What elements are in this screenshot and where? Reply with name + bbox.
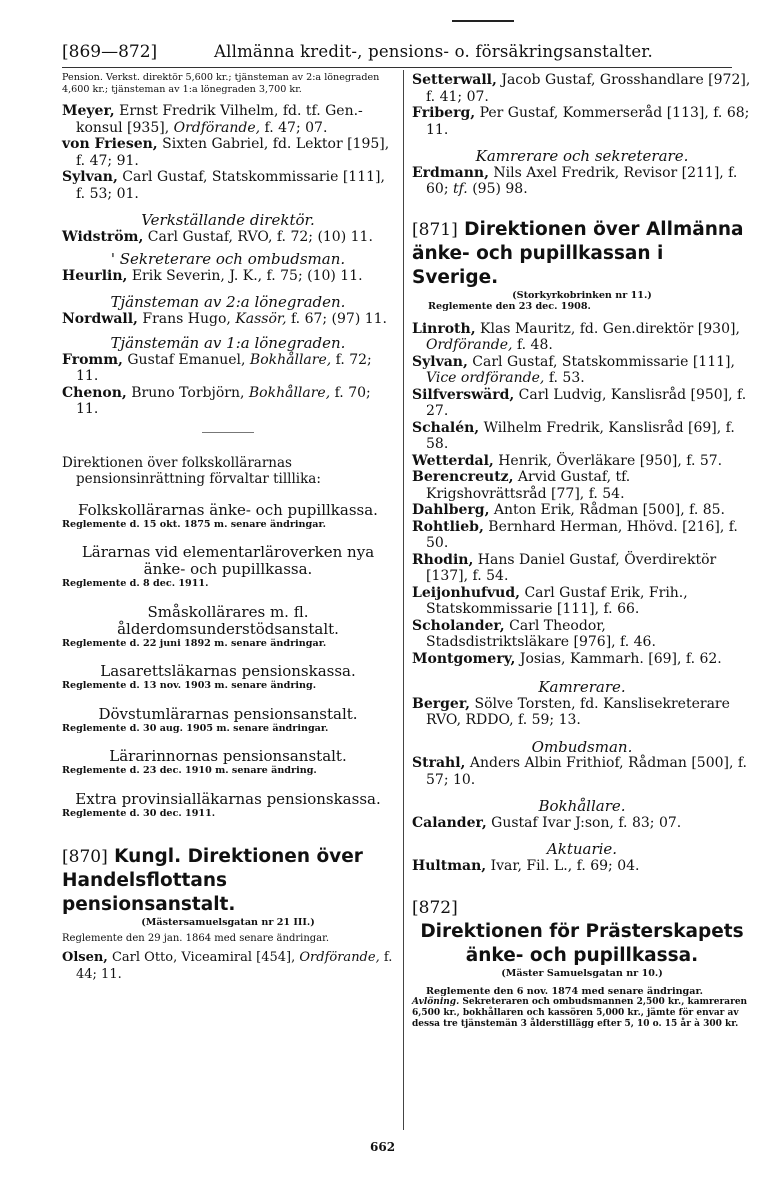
entry-heurlin: Heurlin, Erik Severin, J. K., f. 75; (10) 11. bbox=[62, 267, 363, 284]
list-item: Sylvan, Carl Gustaf, Statskommissarie [111], Vice ordförande, f. 53. bbox=[412, 353, 735, 386]
section-872-address: (Mäster Samuelsgatan nr 10.) bbox=[501, 968, 663, 979]
section-870-number: [870] bbox=[62, 847, 108, 867]
section-ombudsman: Ombudsman. bbox=[531, 737, 633, 756]
section-872-number: [872] bbox=[412, 898, 458, 918]
folkskol-intro: Direktionen över folkskollärarnas pensionsinrättning förvaltar tilllika: bbox=[62, 454, 321, 487]
section-870-address: (Mästersamuelsgatan nr 21 III.) bbox=[141, 917, 315, 928]
entry-berger: Berger, Sölve Torsten, fd. Kanslisekreterare RVO, RDDO, f. 59; 13. bbox=[412, 695, 730, 728]
institution: Extra provinsialläkarnas pensionskassa. Reglemente d. 30 dec. 1911. bbox=[62, 789, 381, 819]
institution-list bbox=[62, 502, 394, 820]
section-871-number: [871] bbox=[412, 219, 458, 240]
entry-list-871 bbox=[412, 321, 752, 668]
section-872-avloning: Avlöning. Sekreteraren och ombudsmannen 2,500 kr., kamreraren 6,500 kr., bokhållaren och kassören 5,000 kr., jämte för envar av dessa tre tjänstemän 3 ålderstillägg efter 5, 10 o. 15 år à 300 kr. bbox=[412, 997, 748, 1029]
entry-von-friesen: von Friesen, Sixten Gabriel, fd. Lektor [195], f. 47; 91. bbox=[62, 136, 390, 169]
list-item: Rhodin, Hans Daniel Gustaf, Överdirektör [137], f. 54. bbox=[412, 551, 717, 584]
list-item: Linroth, Klas Mauritz, fd. Gen.direktör [930], Ordförande, f. 48. bbox=[412, 320, 740, 353]
institution: Småskollärares m. fl. ålderdomsunderstödsanstalt. Reglemente d. 22 juni 1892 m. senare ändringar. bbox=[62, 602, 339, 649]
entry-chenon: Chenon, Bruno Torbjörn, Bokhållare, f. 70; 11. bbox=[62, 384, 371, 417]
top-decorative-rule bbox=[452, 20, 514, 22]
section-sekreterare: ' Sekreterare och ombudsman. bbox=[110, 250, 346, 268]
section-kamrerare: Kamrerare. bbox=[538, 678, 626, 696]
entry-sylvan: Sylvan, Carl Gustaf, Statskommissarie [111], f. 53; 01. bbox=[62, 169, 385, 202]
entry-nordwall: Nordwall, Frans Hugo, Kassör, f. 67; (97) 11. bbox=[62, 310, 387, 327]
section-872-reglemente: Reglemente den 6 nov. 1874 med senare ändringar. bbox=[426, 985, 703, 997]
section-871-address: (Storkyrkobrinken nr 11.) bbox=[512, 289, 652, 301]
entry-widstrom: Widström, Carl Gustaf, RVO, f. 72; (10) 11. bbox=[62, 228, 373, 245]
institution: Lärarnas vid elementarläroverken nya änke- och pupillkassa. Reglemente d. 8 dec. 1911. bbox=[62, 543, 375, 589]
entry-hultman: Hultman, Ivar, Fil. L., f. 69; 04. bbox=[412, 857, 640, 874]
list-item: Schalén, Wilhelm Fredrik, Kanslisråd [69], f. 58. bbox=[412, 419, 735, 452]
institution: Dövstumlärarnas pensionsanstalt. Reglemente d. 30 aug. 1905 m. senare ändringar. bbox=[62, 704, 358, 734]
institution: Lasarettsläkarnas pensionskassa. Reglemente d. 13 nov. 1903 m. senare ändring. bbox=[62, 662, 356, 691]
header-title: Allmänna kredit-, pensions- o. försäkringsanstalter. bbox=[214, 42, 653, 61]
list-item: Rohtlieb, Bernhard Herman, Hhövd. [216], f. 50. bbox=[412, 518, 738, 551]
entry-erdmann: Erdmann, Nils Axel Fredrik, Revisor [211], f. 60; tf. (95) 98. bbox=[412, 164, 738, 197]
left-column bbox=[62, 72, 394, 983]
section-verkstallande: Verkställande direktör. bbox=[141, 211, 315, 229]
entry-olsen: Olsen, Carl Otto, Viceamiral [454], Ordförande, f. 44; 11. bbox=[62, 950, 393, 982]
pension-note: Pension. Verkst. direktör 5,600 kr.; tjänsteman av 2:a lönegraden 4,600 kr.; tjänsteman av 1:a lönegraden 3,700 kr. bbox=[62, 72, 380, 95]
list-item: Silfverswärd, Carl Ludvig, Kanslisråd [950], f. 27. bbox=[412, 386, 747, 419]
section-kamrerare-sekreterare: Kamrerare och sekreterare. bbox=[475, 147, 689, 165]
section-tjansteman-2: Tjänsteman av 2:a lönegraden. bbox=[110, 293, 346, 311]
entry-strahl: Strahl, Anders Albin Frithiof, Rådman [500], f. 57; 10. bbox=[412, 755, 748, 788]
list-item: Wetterdal, Henrik, Överläkare [950], f. 57. bbox=[412, 452, 723, 469]
page-header bbox=[62, 42, 722, 66]
list-item: Berencreutz, Arvid Gustaf, tf. Krigshovrättsråd [77], f. 54. bbox=[412, 469, 631, 502]
entry-calander: Calander, Gustaf Ivar J:son, f. 83; 07. bbox=[412, 814, 682, 831]
header-range: [869—872] bbox=[62, 42, 158, 62]
section-tjanstemen-1: Tjänstemän av 1:a lönegraden. bbox=[110, 334, 346, 352]
header-rule bbox=[62, 67, 732, 68]
page-number: 662 bbox=[370, 1140, 396, 1154]
entry-meyer: Meyer, Ernst Fredrik Vilhelm, fd. tf. Gen.-konsul [935], Ordförande, f. 47; 07. bbox=[62, 103, 363, 136]
list-item: Scholander, Carl Theodor, Stadsdistriktsläkare [976], f. 46. bbox=[412, 617, 656, 650]
section-872-heading: [872] Direktionen för Prästerskapets änke- och pupillkassa. bbox=[412, 896, 752, 968]
column-divider bbox=[403, 70, 404, 1130]
entry-fromm: Fromm, Gustaf Emanuel, Bokhållare, f. 72; 11. bbox=[62, 351, 372, 384]
section-871-reglemente: Reglemente den 23 dec. 1908. bbox=[428, 301, 591, 312]
entry-setterwall: Setterwall, Jacob Gustaf, Grosshandlare [972], f. 41; 07. bbox=[412, 72, 751, 105]
section-871-heading: [871] Direktionen över Allmänna änke- och pupillkassan i Sverige. bbox=[412, 218, 744, 288]
section-870-reglemente: Reglemente den 29 jan. 1864 med senare ändringar. bbox=[62, 932, 330, 944]
section-aktuarie: Aktuarie. bbox=[546, 840, 618, 858]
list-item: Dahlberg, Anton Erik, Rådman [500], f. 85. bbox=[412, 502, 725, 518]
institution: Folkskollärarnas änke- och pupillkassa. Reglemente d. 15 okt. 1875 m. senare ändringar. bbox=[62, 500, 378, 530]
institution: Lärarinnornas pensionsanstalt. Reglemente d. 23 dec. 1910 m. senare ändring. bbox=[62, 747, 347, 776]
list-item: Montgomery, Josias, Kammarh. [69], f. 62. bbox=[412, 650, 722, 667]
list-item: Leijonhufvud, Carl Gustaf Erik, Frih., Statskommissarie [111], f. 66. bbox=[412, 584, 688, 617]
section-870-heading: [870] Kungl. Direktionen över Handelsflottans pensionsanstalt. bbox=[62, 846, 363, 915]
right-column bbox=[412, 72, 752, 1030]
section-bokhallare: Bokhållare. bbox=[538, 797, 626, 815]
entry-friberg: Friberg, Per Gustaf, Kommerseråd [113], f. 68; 11. bbox=[412, 105, 750, 138]
